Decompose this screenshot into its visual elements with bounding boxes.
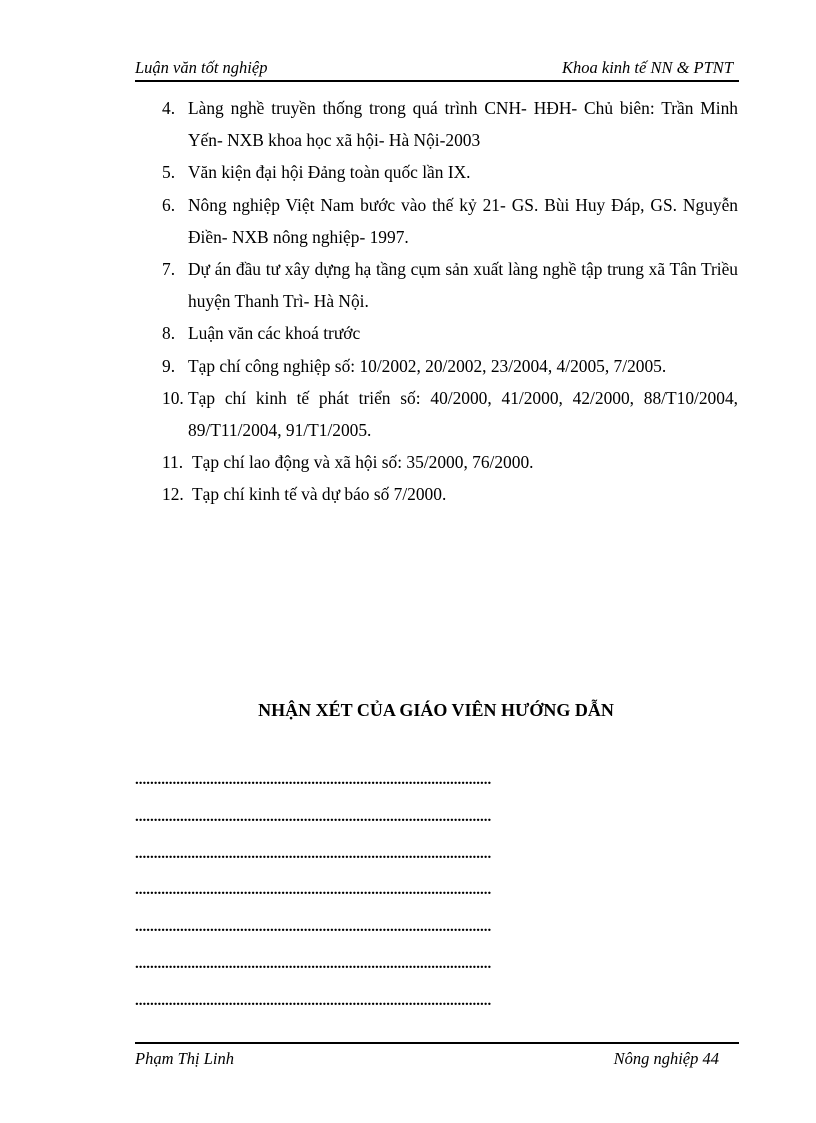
reference-item <box>162 156 738 188</box>
reference-item <box>162 189 738 253</box>
section-title: NHẬN XÉT CỦA GIÁO VIÊN HƯỚNG DẪN <box>258 700 614 720</box>
reference-text: Tạp chí công nghiệp số: 10/2002, 20/2002, 23/2004, 4/2005, 7/2005. <box>188 355 667 376</box>
reference-number: 6. <box>162 194 176 215</box>
reference-number: 4. <box>162 98 176 118</box>
reference-text: Nông nghiệp Việt Nam bước vào thế kỷ 21- GS. Bùi Huy Đáp, GS. Nguyễn Điền- NXB nông nghiệp- 1997. <box>188 194 738 247</box>
footer-author: Phạm Thị Linh <box>135 1049 235 1068</box>
reference-item <box>162 317 738 349</box>
reference-number: 7. <box>162 259 176 280</box>
reference-number: 10. <box>162 387 184 408</box>
reference-list <box>162 92 738 511</box>
reference-text: Tạp chí lao động và xã hội số: 35/2000, 76/2000. <box>192 452 534 473</box>
reference-number: 8. <box>162 323 176 344</box>
reference-text: Dự án đầu tư xây dựng hạ tầng cụm sản xuất làng nghề tập trung xã Tân Triều huyện Thanh Trì- Hà Nội. <box>188 259 738 312</box>
reference-text: Tạp chí kinh tế và dự báo số 7/2000. <box>192 484 447 505</box>
page-footer <box>135 1042 739 1068</box>
comment-line: ............................................................................................... <box>135 808 492 825</box>
reference-item <box>162 382 738 446</box>
reference-item <box>162 478 738 510</box>
page-header <box>135 56 739 82</box>
footer-page-label: Nông nghiệp 44 <box>613 1049 719 1068</box>
reference-item <box>162 253 738 317</box>
comment-lines <box>135 772 710 1030</box>
comment-line: ............................................................................................... <box>135 845 492 862</box>
reference-number: 5. <box>162 162 176 183</box>
header-thesis-label: Luận văn tốt nghiệp <box>135 58 268 77</box>
header-faculty-label: Khoa kinh tế NN & PTNT <box>562 58 733 77</box>
reference-number: 9. <box>162 355 176 376</box>
comment-line: ............................................................................................... <box>135 882 492 899</box>
reference-text: Luận văn các khoá trước <box>188 323 361 344</box>
reference-item <box>162 446 738 478</box>
comment-line: ............................................................................................... <box>135 919 492 936</box>
reference-number: 11. <box>162 452 184 473</box>
reference-text: Làng nghề truyền thống trong quá trình CNH- HĐH- Chủ biên: Trần Minh Yến- NXB khoa học xã hội- Hà Nội-2003 <box>188 98 738 151</box>
reference-number: 12. <box>162 484 184 505</box>
comment-line: ............................................................................................... <box>135 772 492 788</box>
reference-item <box>162 350 738 382</box>
reference-text: Văn kiện đại hội Đảng toàn quốc lần IX. <box>188 162 471 183</box>
comment-line: ............................................................................................... <box>135 955 492 972</box>
reference-text: Tạp chí kinh tế phát triển số: 40/2000, 41/2000, 42/2000, 88/T10/2004, 89/T11/2004, 91/T1/2005. <box>188 387 738 441</box>
reference-item <box>162 92 738 156</box>
comment-line: ............................................................................................... <box>135 992 492 1009</box>
